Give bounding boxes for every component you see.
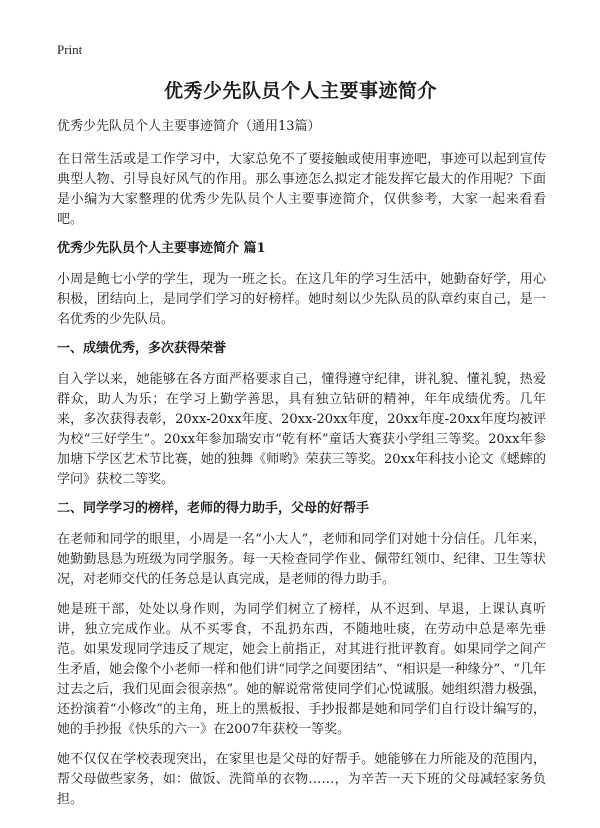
paragraph-5: 她不仅仅在学校表现突出，在家里也是父母的好帮手。她能够在力所能及的范围内，帮父母做些家务，如：做饭、洗简单的衣物……，为辛苦一天下班的父母减轻家务负担。 — [57, 752, 546, 807]
print-link[interactable]: Print — [57, 42, 83, 57]
paragraph-1: 小周是鲍七小学的学生，现为一班之长。在这几年的学习生活中，她勤奋好学，用心积极，团结向上，是同学们学习的好榜样。她时刻以少先队员的队章约束自己，是一名优秀的少先队员。 — [57, 272, 546, 327]
section-1-heading: 一、成绩优秀，多次获得荣誉 — [57, 341, 227, 356]
paragraph-2: 自入学以来，她能够在各方面严格要求自己，懂得遵守纪律，讲礼貌、懂礼貌，热爱群众，助人为乐；在学习上勤学善思，具有独立钻研的精神，年年成绩优秀。几年来，多次获得表彰，20xx-20xx年度、20xx-20xx年度，20xx年度-20xx年度均被评为校“三好学生”。20xx年参加瑞安市“乾有杯”童话大赛获小学组三等奖。20xx年参加塘下学区艺术节比赛，她的独舞《师哟》荣获三等奖。20xx年科技小论文《蟋蟀的学问》获校二等奖。 — [57, 372, 546, 487]
paragraph-3: 在老师和同学的眼里，小周是一名“小大人”，老师和同学们对她十分信任。几年来，她勤勤恳恳为班级为同学服务。每一天检查同学作业、佩带红领巾、纪律、卫生等状况，对老师交代的任务总是认真完成，是老师的得力助手。 — [57, 532, 546, 587]
document-body — [57, 118, 546, 820]
article-heading: 优秀少先队员个人主要事迹简介 篇1 — [57, 241, 266, 256]
intro-paragraph: 在日常生活或是工作学习中，大家总免不了要接触或使用事迹吧，事迹可以起到宣传典型人物、引导良好风气的作用。那么事迹怎么拟定才能发挥它最大的作用呢？下面是小编为大家整理的优秀少先队员个人主要事迹简介，仅供参考，大家一起来看看吧。 — [57, 152, 546, 227]
document-subtitle: 优秀少先队员个人主要事迹简介（通用13篇） — [57, 119, 321, 134]
paragraph-4: 她是班干部，处处以身作则，为同学们树立了榜样，从不迟到、早退，上课认真听讲，独立完成作业。从不买零食，不乱扔东西，不随地吐痰，在劳动中总是率先垂范。如果发现同学违反了规定，她会上前指正，对其进行批评教育。如果同学之间产生矛盾，她会像个小老师一样和他们讲“同学之间要团结”、“相识是一种缘分”、“几年过去之后，我们见面会很亲热”。她的解说常常使同学们心悦诚服。她组织潜力极强，还扮演着“小修改”的主角，班上的黑板报、手抄报都是她和同学们自行设计编写的，她的手抄报《快乐的六一》在2007年获校一等奖。 — [57, 602, 546, 737]
section-2-heading: 二、同学学习的榜样，老师的得力助手，父母的好帮手 — [57, 501, 370, 516]
document-title: 优秀少先队员个人主要事迹简介 — [163, 80, 437, 102]
